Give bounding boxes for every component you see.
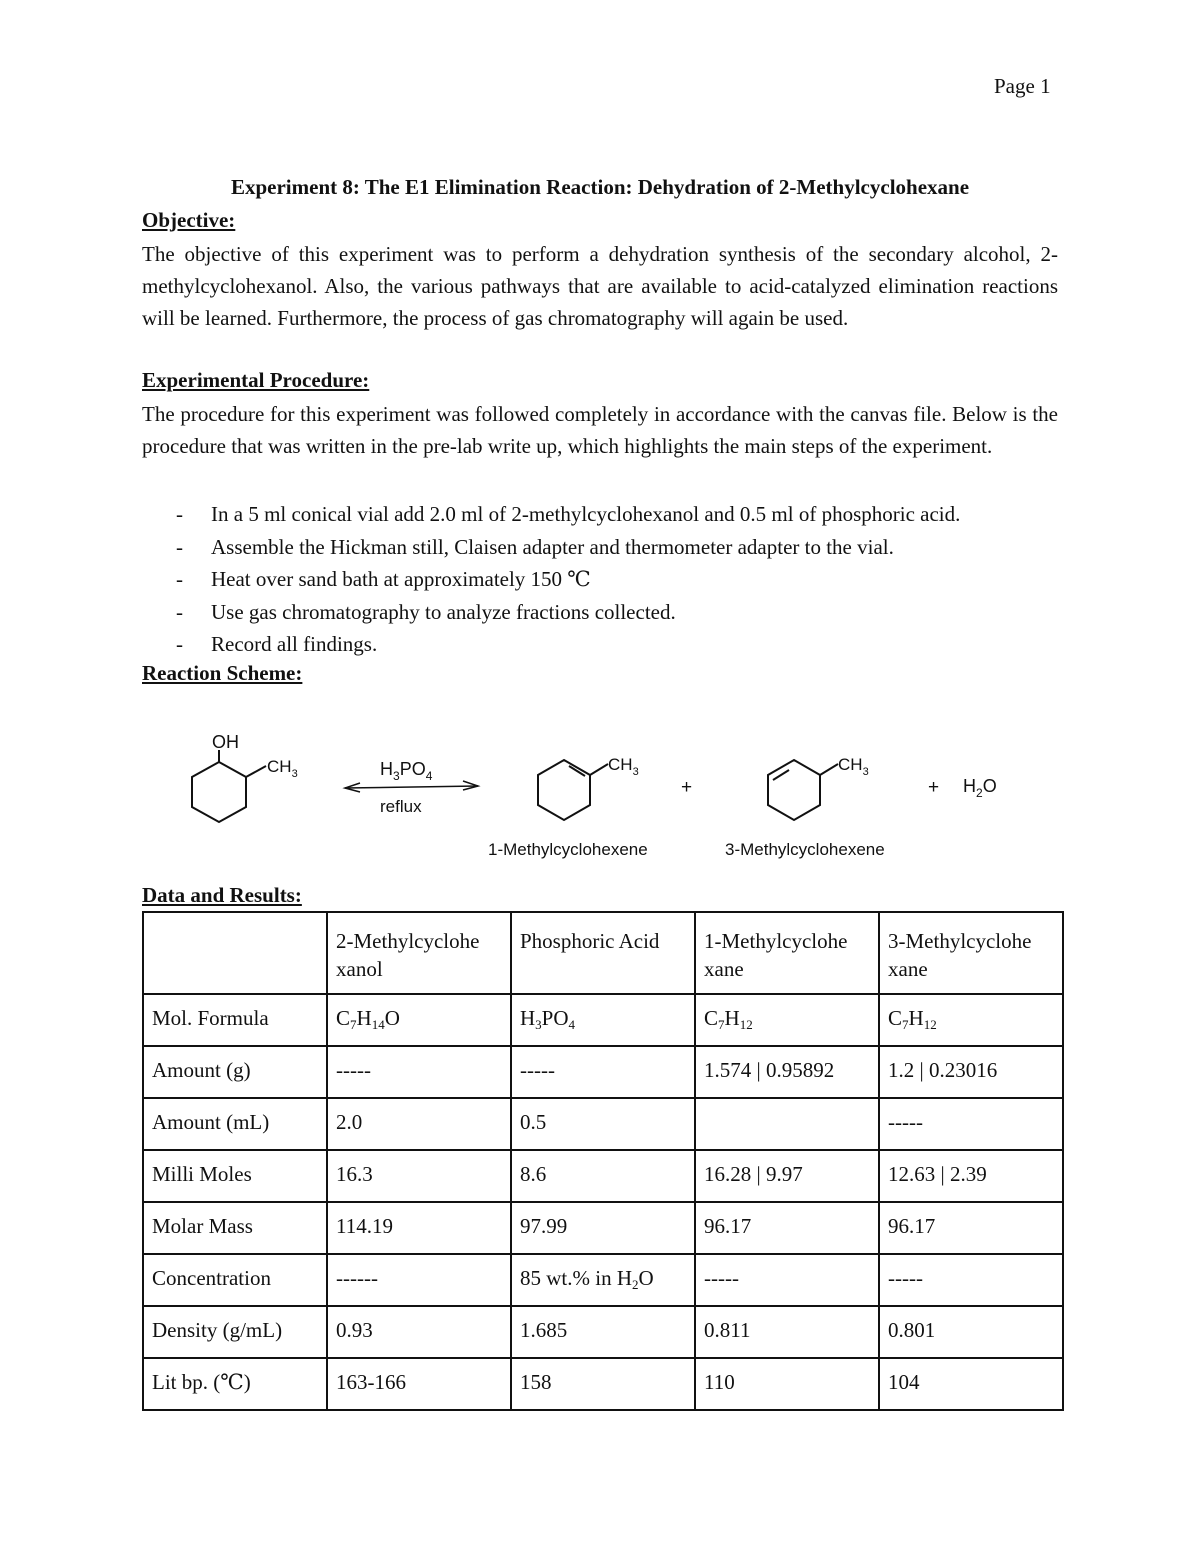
list-item: - Use gas chromatography to analyze fractions collected. bbox=[176, 599, 676, 624]
table-cell: 85 wt.% in $H_2O$ bbox=[511, 1254, 695, 1306]
table-cell: ------ bbox=[327, 1254, 511, 1306]
table-cell: 96.17 bbox=[879, 1202, 1063, 1254]
table-cell: ----- bbox=[695, 1254, 879, 1306]
table-cell: 1.2 | 0.23016 bbox=[879, 1046, 1063, 1098]
table-cell: 110 bbox=[695, 1358, 879, 1410]
table-row bbox=[143, 1306, 1063, 1358]
step-text: In a 5 ml conical vial add 2.0 ml of 2-methylcyclohexanol and 0.5 ml of phosphoric acid. bbox=[211, 502, 961, 526]
product2-structure bbox=[768, 760, 838, 820]
table-cell: 0.801 bbox=[879, 1306, 1063, 1358]
data-table bbox=[142, 911, 1064, 1411]
objective-text: The objective of this experiment was to perform a dehydration synthesis of the secondary alcohol, 2-methylcyclohexanol. Also, the various pathways that are available to acid-catalyzed elimination reactions will be learned. Furthermore, the process of gas chromatography will again be used. bbox=[142, 242, 1058, 330]
table-cell: $C_7H_{12}$ bbox=[695, 994, 879, 1046]
table-cell: 2.0 bbox=[327, 1098, 511, 1150]
reaction-condition: reflux bbox=[380, 797, 422, 816]
product1-name: 1-Methylcyclohexene bbox=[488, 840, 648, 859]
table-cell: Amount (g) bbox=[143, 1046, 327, 1098]
table-row bbox=[143, 1046, 1063, 1098]
table-header-cell bbox=[143, 912, 327, 994]
table-cell: 97.99 bbox=[511, 1202, 695, 1254]
page-number: Page 1 bbox=[994, 74, 1051, 98]
step-text: Record all findings. bbox=[211, 632, 378, 656]
table-cell: 0.93 bbox=[327, 1306, 511, 1358]
table-cell: ----- bbox=[327, 1046, 511, 1098]
table-row bbox=[143, 1150, 1063, 1202]
step-text: Use gas chromatography to analyze fractions collected. bbox=[211, 599, 676, 624]
table-cell: 104 bbox=[879, 1358, 1063, 1410]
list-item: - Record all findings. bbox=[176, 632, 378, 656]
water-label: $H_2O$ bbox=[963, 776, 997, 800]
table-cell: 16.28 | 9.97 bbox=[695, 1150, 879, 1202]
reactant-ch3-label: $CH_3$ bbox=[267, 757, 298, 780]
table-row bbox=[143, 1098, 1063, 1150]
table-cell bbox=[695, 1098, 879, 1150]
step-text: Assemble the Hickman still, Claisen adapter and thermometer adapter to the vial. bbox=[211, 534, 894, 559]
step-text: Heat over sand bath at approximately 150 ℃ bbox=[211, 567, 591, 591]
table-cell: 114.19 bbox=[327, 1202, 511, 1254]
reagent-label: $H_3PO_4$ bbox=[380, 759, 433, 783]
table-header-cell: 3-Methylcyclohe xane bbox=[879, 912, 1063, 994]
table-cell: 8.6 bbox=[511, 1150, 695, 1202]
table-cell: Density (g/mL) bbox=[143, 1306, 327, 1358]
table-cell: Milli Moles bbox=[143, 1150, 327, 1202]
table-cell: ----- bbox=[511, 1046, 695, 1098]
product2-ch3-label: $CH_3$ bbox=[838, 755, 869, 778]
table-cell: Concentration bbox=[143, 1254, 327, 1306]
document-title: Experiment 8: The E1 Elimination Reaction: Dehydration of 2-Methylcyclohexane bbox=[230, 175, 970, 199]
table-cell: 0.5 bbox=[511, 1098, 695, 1150]
table-cell: 158 bbox=[511, 1358, 695, 1410]
table-cell: 0.811 bbox=[695, 1306, 879, 1358]
reactant-oh-label: OH bbox=[212, 732, 239, 752]
table-cell: ----- bbox=[879, 1254, 1063, 1306]
table-cell: Lit bp. (℃) bbox=[143, 1358, 327, 1410]
table-header-row bbox=[143, 912, 1063, 994]
table-header-cell: Phosphoric Acid bbox=[511, 912, 695, 994]
table-cell: 163-166 bbox=[327, 1358, 511, 1410]
data-results-heading: Data and Results: bbox=[142, 883, 302, 907]
table-cell: 96.17 bbox=[695, 1202, 879, 1254]
table-cell: $C_7H_{12}$ bbox=[879, 994, 1063, 1046]
table-cell: ----- bbox=[879, 1098, 1063, 1150]
reactant-structure bbox=[192, 750, 266, 822]
product1-ch3-label: $CH_3$ bbox=[608, 755, 639, 778]
table-cell: Molar Mass bbox=[143, 1202, 327, 1254]
table-cell: 16.3 bbox=[327, 1150, 511, 1202]
scheme-heading: Reaction Scheme: bbox=[142, 661, 303, 685]
table-cell: Amount (mL) bbox=[143, 1098, 327, 1150]
list-item: - In a 5 ml conical vial add 2.0 ml of 2-methylcyclohexanol and 0.5 ml of phosphoric acid. bbox=[176, 502, 961, 526]
product2-name: 3-Methylcyclohexene bbox=[725, 840, 885, 859]
table-header-cell: 2-Methylcyclohe xanol bbox=[327, 912, 511, 994]
table-cell: Mol. Formula bbox=[143, 994, 327, 1046]
procedure-text: The procedure for this experiment was followed completely in accordance with the canvas file. Below is the procedure that was written in the pre-lab write up, which highlights the main steps of the experiment. bbox=[142, 402, 1058, 458]
table-cell: 1.574 | 0.95892 bbox=[695, 1046, 879, 1098]
table-cell: $C_7H_{14}O$ bbox=[327, 994, 511, 1046]
table-cell: 12.63 | 2.39 bbox=[879, 1150, 1063, 1202]
table-row bbox=[143, 1358, 1063, 1410]
procedure-heading: Experimental Procedure: bbox=[142, 368, 370, 392]
product1-structure bbox=[538, 760, 608, 820]
list-item: - Assemble the Hickman still, Claisen adapter and thermometer adapter to the vial. bbox=[176, 534, 894, 559]
table-row bbox=[143, 1202, 1063, 1254]
objective-heading: Objective: bbox=[142, 208, 236, 232]
table-cell: 1.685 bbox=[511, 1306, 695, 1358]
table-row bbox=[143, 994, 1063, 1046]
plus-sign: + bbox=[681, 777, 693, 798]
table-cell: $H_3PO_4$ bbox=[511, 994, 695, 1046]
list-item: - Heat over sand bath at approximately 150 ℃ bbox=[176, 567, 591, 591]
table-header-cell: 1-Methylcyclohe xane bbox=[695, 912, 879, 994]
table-row bbox=[143, 1254, 1063, 1306]
reaction-arrow bbox=[345, 781, 478, 792]
plus-sign: + bbox=[928, 777, 940, 798]
